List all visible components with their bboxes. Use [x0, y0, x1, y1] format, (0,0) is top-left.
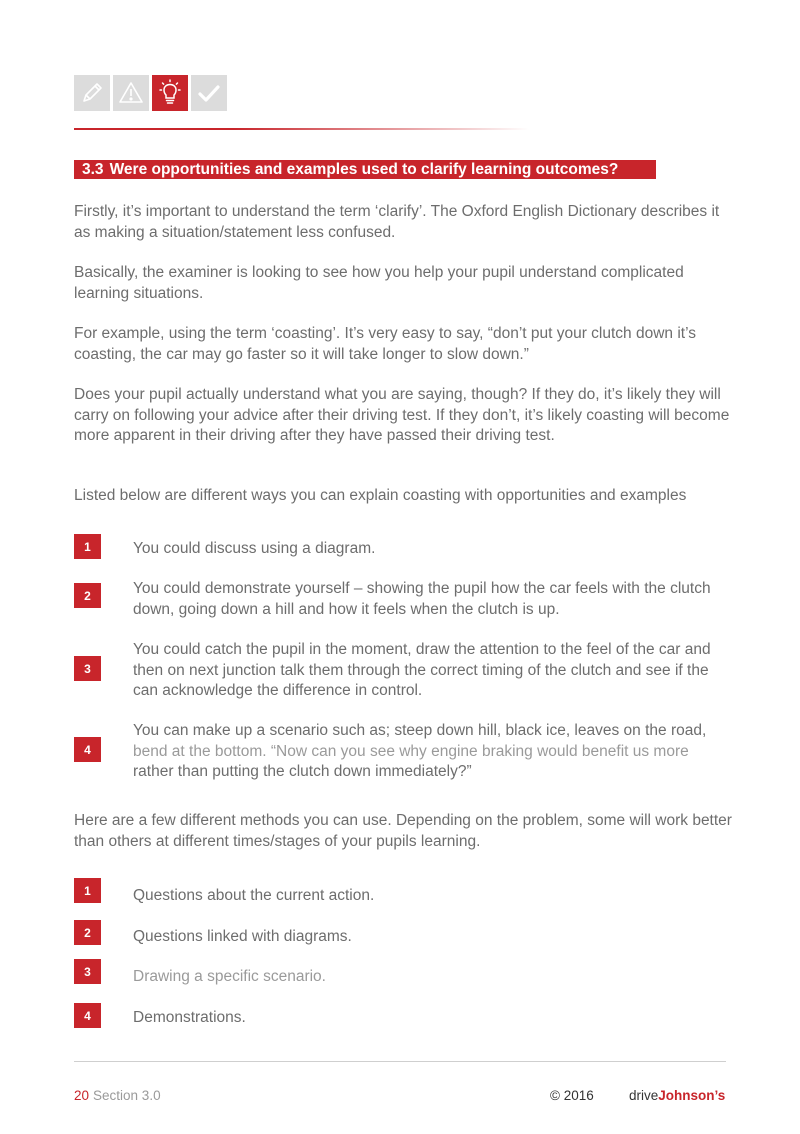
section-heading	[74, 160, 656, 179]
list-item-line: rather than putting the clutch down immediately?”	[133, 763, 472, 780]
page-number: 20	[74, 1088, 90, 1103]
paragraph-list-intro: Listed below are different ways you can explain coasting with opportunities and examples	[74, 487, 687, 504]
list-item-line: bend at the bottom. “Now can you see why engine braking would benefit us more	[133, 742, 689, 760]
list-item: You could catch the pupil in the moment, draw the attention to the feel of the car and then on next junction talk them through the correct timing of the clutch and see if the can acknowledge the difference in control.	[133, 641, 711, 699]
list-number-badge: 3	[74, 656, 101, 681]
method-number-badge: 3	[74, 959, 101, 984]
brand-logo	[629, 1088, 725, 1103]
section-label: Section 3.0	[93, 1088, 161, 1103]
method-item: Questions linked with diagrams.	[133, 928, 352, 945]
method-number-badge: 4	[74, 1003, 101, 1028]
pencil-icon	[74, 75, 110, 111]
list-item: You could discuss using a diagram.	[133, 540, 376, 557]
list-number-badge: 1	[74, 534, 101, 559]
list-number-badge: 4	[74, 737, 101, 762]
checkmark-icon	[191, 75, 227, 111]
brand-part-johnsons: Johnson’s	[658, 1088, 726, 1103]
list-number-badge: 2	[74, 583, 101, 608]
brand-part-drive: drive	[629, 1088, 659, 1103]
paragraph-understanding: Does your pupil actually understand what you are saying, though? If they do, it’s likely they will carry on following your advice after their driving test. If they don’t, it’s likely coasting will become more apparent in their driving after they have passed their driving test.	[74, 386, 730, 444]
method-item: Questions about the current action.	[133, 887, 375, 904]
list-item: You could demonstrate yourself – showing the pupil how the car feels with the clutch down, going down a hill and how it feels when the clutch is up.	[133, 580, 711, 618]
paragraph-clarify-definition: Firstly, it’s important to understand the term ‘clarify’. The Oxford English Dictionary describes it as making a situation/statement less confused.	[74, 203, 720, 241]
footer-page-info	[74, 1088, 161, 1103]
method-number-badge: 1	[74, 878, 101, 903]
paragraph-methods-intro: Here are a few different methods you can use. Depending on the problem, some will work better than others at different times/stages of your pupils learning.	[74, 812, 732, 850]
list-item-line: You can make up a scenario such as; steep down hill, black ice, leaves on the road,	[133, 722, 707, 739]
lightbulb-icon	[152, 75, 188, 111]
progress-icons	[74, 75, 227, 111]
method-item: Demonstrations.	[133, 1009, 246, 1026]
list-item	[133, 721, 733, 783]
method-number-badge: 2	[74, 920, 101, 945]
footer-divider	[74, 1061, 726, 1062]
section-title: Were opportunities and examples used to clarify learning outcomes?	[109, 161, 619, 178]
warning-icon	[113, 75, 149, 111]
method-item: Drawing a specific scenario.	[133, 968, 326, 985]
section-number: 3.3	[82, 161, 104, 178]
copyright: © 2016	[550, 1088, 594, 1103]
header-divider	[74, 128, 529, 130]
paragraph-examiner: Basically, the examiner is looking to see how you help your pupil understand complicated learning situations.	[74, 264, 684, 302]
paragraph-coasting-example: For example, using the term ‘coasting’. It’s very easy to say, “don’t put your clutch down it’s coasting, the car may go faster so it will take longer to slow down.”	[74, 325, 697, 363]
